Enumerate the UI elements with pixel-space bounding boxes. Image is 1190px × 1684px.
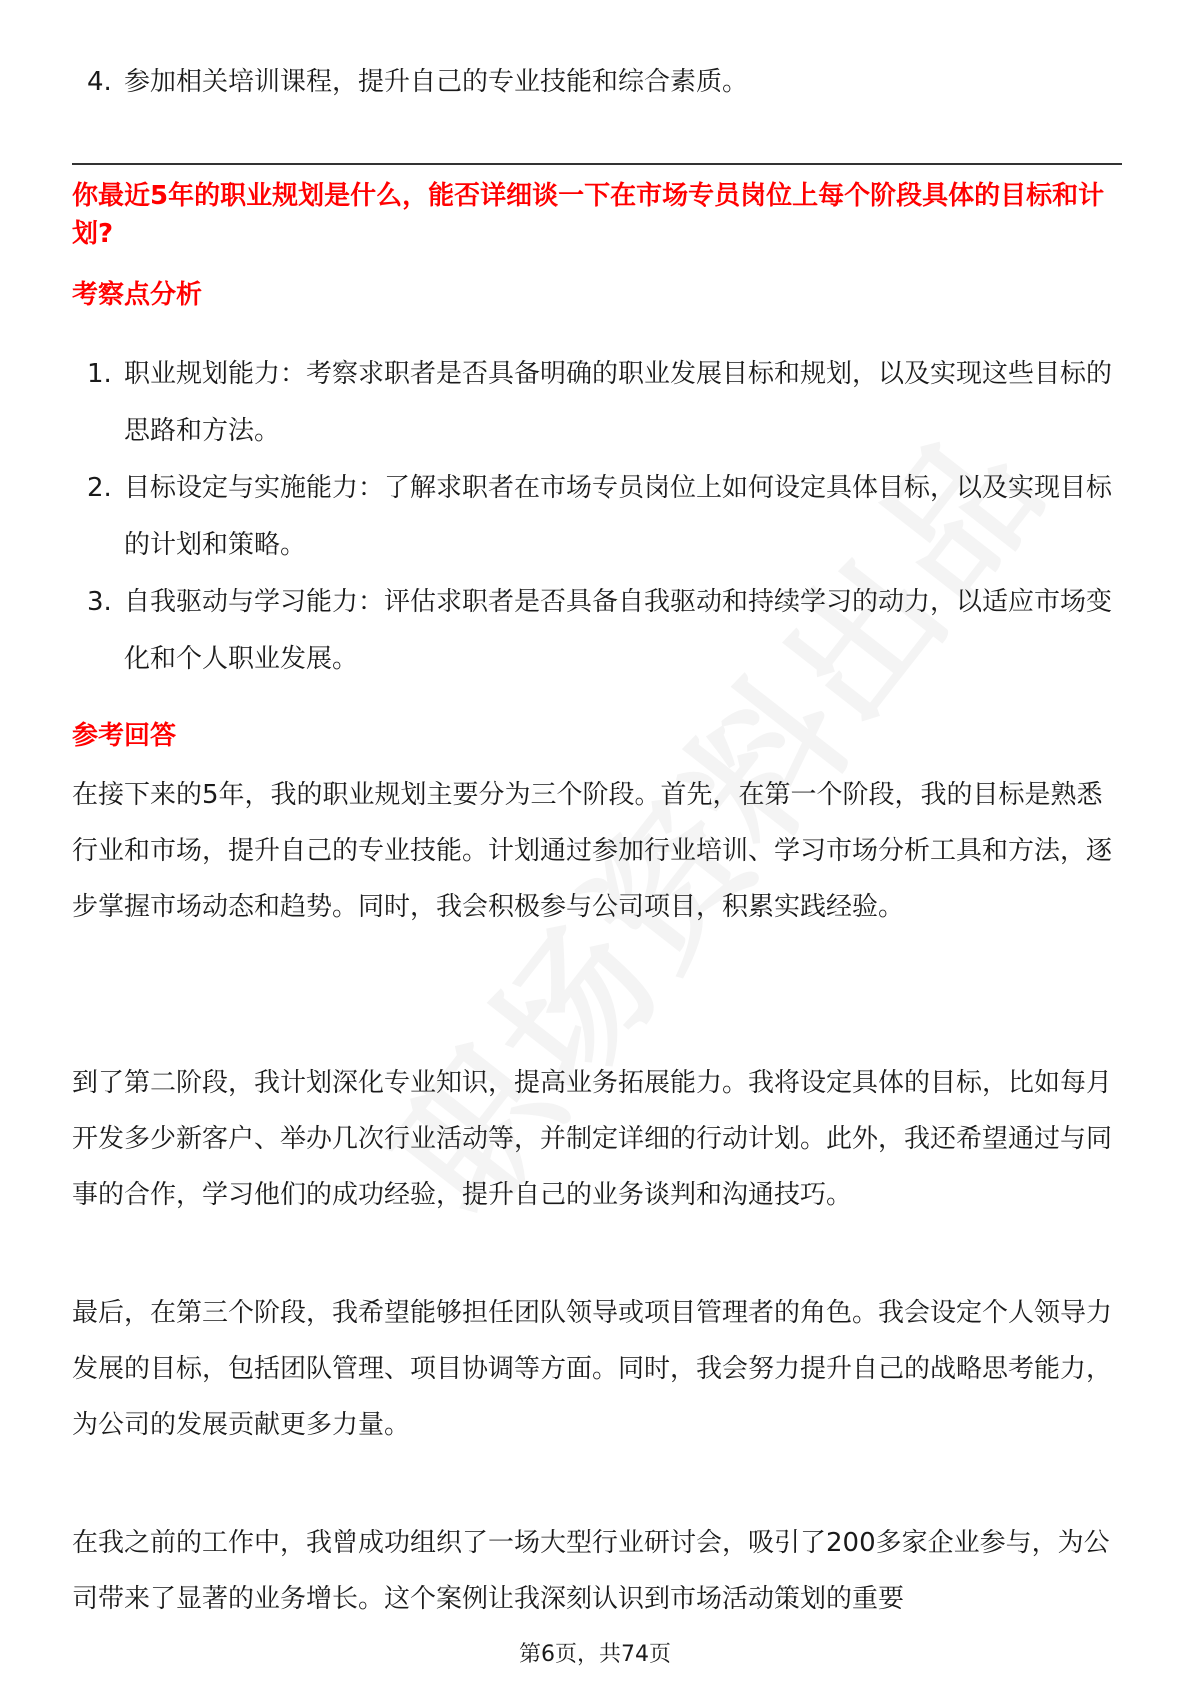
list-item (72, 574, 1122, 688)
page-footer: 第6页，共74页 (519, 1642, 671, 1667)
list-item (72, 54, 1174, 111)
question-heading: 你最近5年的职业规划是什么，能否详细谈一下在市场专员岗位上每个阶段具体的目标和计划? (72, 181, 1105, 249)
list-number: 3. (87, 587, 112, 617)
answer-paragraph: 在接下来的5年，我的职业规划主要分为三个阶段。首先，在第一个阶段，我的目标是熟悉行业和市场，提升自己的专业技能。计划通过参加行业培训、学习市场分析工具和方法，逐步掌握市场动态和趋势。同时，我会积极参与公司项目，积累实践经验。 (72, 780, 1113, 922)
answer-heading: 参考回答 (72, 721, 177, 751)
analysis-list (72, 346, 1122, 688)
list-item-text: 职业规划能力：考察求职者是否具备明确的职业发展目标和规划，以及实现这些目标的思路和方法。 (124, 359, 1113, 446)
answer-paragraph: 在我之前的工作中，我曾成功组织了一场大型行业研讨会，吸引了200多家企业参与，为公司带来了显著的业务增长。这个案例让我深刻认识到市场活动策划的重要 (72, 1528, 1110, 1614)
answer-paragraph: 到了第二阶段，我计划深化专业知识，提高业务拓展能力。我将设定具体的目标，比如每月开发多少新客户、举办几次行业活动等，并制定详细的行动计划。此外，我还希望通过与同事的合作，学习他们的成功经验，提升自己的业务谈判和沟通技巧。 (72, 1068, 1113, 1210)
answer-paragraph: 最后，在第三个阶段，我希望能够担任团队领导或项目管理者的角色。我会设定个人领导力发展的目标，包括团队管理、项目协调等方面。同时，我会努力提升自己的战略思考能力，为公司的发展贡献更多力量。 (72, 1298, 1113, 1440)
list-number: 1. (87, 359, 112, 389)
analysis-heading: 考察点分析 (72, 280, 203, 310)
list-item (72, 460, 1122, 574)
list-item (72, 346, 1122, 460)
list-item-text: 参加相关培训课程，提升自己的专业技能和综合素质。 (124, 67, 749, 97)
list-item-text: 目标设定与实施能力：了解求职者在市场专员岗位上如何设定具体目标，以及实现目标的计划和策略。 (124, 473, 1113, 560)
list-item-text: 自我驱动与学习能力：评估求职者是否具备自我驱动和持续学习的动力，以适应市场变化和个人职业发展。 (124, 587, 1113, 674)
list-number: 4. (87, 67, 112, 97)
divider (72, 163, 1122, 165)
list-number: 2. (87, 473, 112, 503)
